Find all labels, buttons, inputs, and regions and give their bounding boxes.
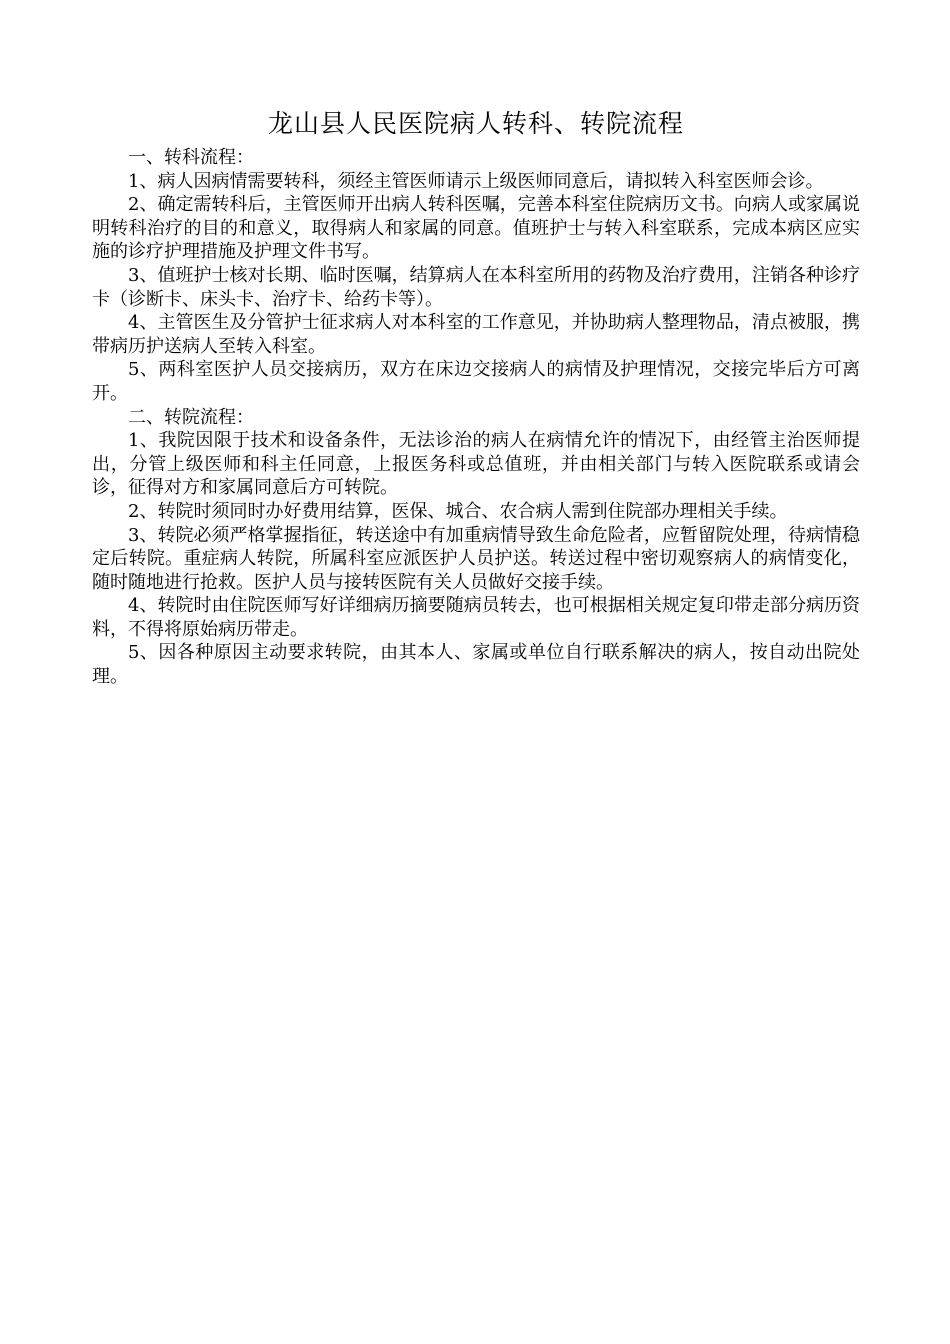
department-transfer-step: 5、两科室医护人员交接病历，双方在床边交接病人的病情及护理情况，交接完毕后方可离开。 [92, 359, 860, 404]
hospital-transfer-step: 3、转院必须严格掌握指征，转送途中有加重病情导致生命危险者，应暂留院处理，待病情稳定后转院。重症病人转院，所属科室应派医护人员护送。转送过程中密切观察病人的病情变化，随时随地进行抢救。医护人员与接转医院有关人员做好交接手续。 [92, 524, 860, 593]
hospital-transfer-step: 5、因各种原因主动要求转院，由其本人、家属或单位自行联系解决的病人，按自动出院处理。 [92, 642, 860, 688]
section-heading-department-transfer: 一、转科流程： [128, 147, 254, 168]
department-transfer-step: 1、病人因病情需要转科，须经主管医师请示上级医师同意后，请拟转入科室医师会诊。 [128, 170, 824, 192]
department-transfer-step: 3、值班护士核对长期、临时医嘱，结算病人在本科室所用的药物及治疗费用，注销各种诊疗卡（诊断卡、床头卡、治疗卡、给药卡等）。 [92, 264, 860, 310]
hospital-transfer-step: 1、我院因限于技术和设备条件，无法诊治的病人在病情允许的情况下，由经管主治医师提出，分管上级医师和科主任同意，上报医务科或总值班，并由相关部门与转入医院联系或请会诊，征得对方和家属同意后方可转院。 [92, 430, 860, 499]
document-title: 龙山县人民医院病人转科、转院流程 [267, 109, 684, 138]
hospital-transfer-step: 4、转院时由住院医师写好详细病历摘要随病员转去，也可根据相关规定复印带走部分病历资料，不得将原始病历带走。 [92, 595, 860, 640]
section-heading-hospital-transfer: 二、转院流程： [128, 406, 254, 428]
document-body [92, 106, 860, 689]
department-transfer-step: 4、主管医生及分管护士征求病人对本科室的工作意见，并协助病人整理物品，清点被服，携带病历护送病人至转入科室。 [92, 312, 860, 357]
department-transfer-step: 2、确定需转科后，主管医师开出病人转科医嘱，完善本科室住院病历文书。向病人或家属说明转科治疗的目的和意义，取得病人和家属的同意。值班护士与转入科室联系，完成本病区应实施的诊疗护理措施及护理文件书写。 [92, 194, 860, 263]
hospital-transfer-step: 2、转院时须同时办好费用结算，医保、城合、农合病人需到住院部办理相关手续。 [128, 500, 788, 522]
